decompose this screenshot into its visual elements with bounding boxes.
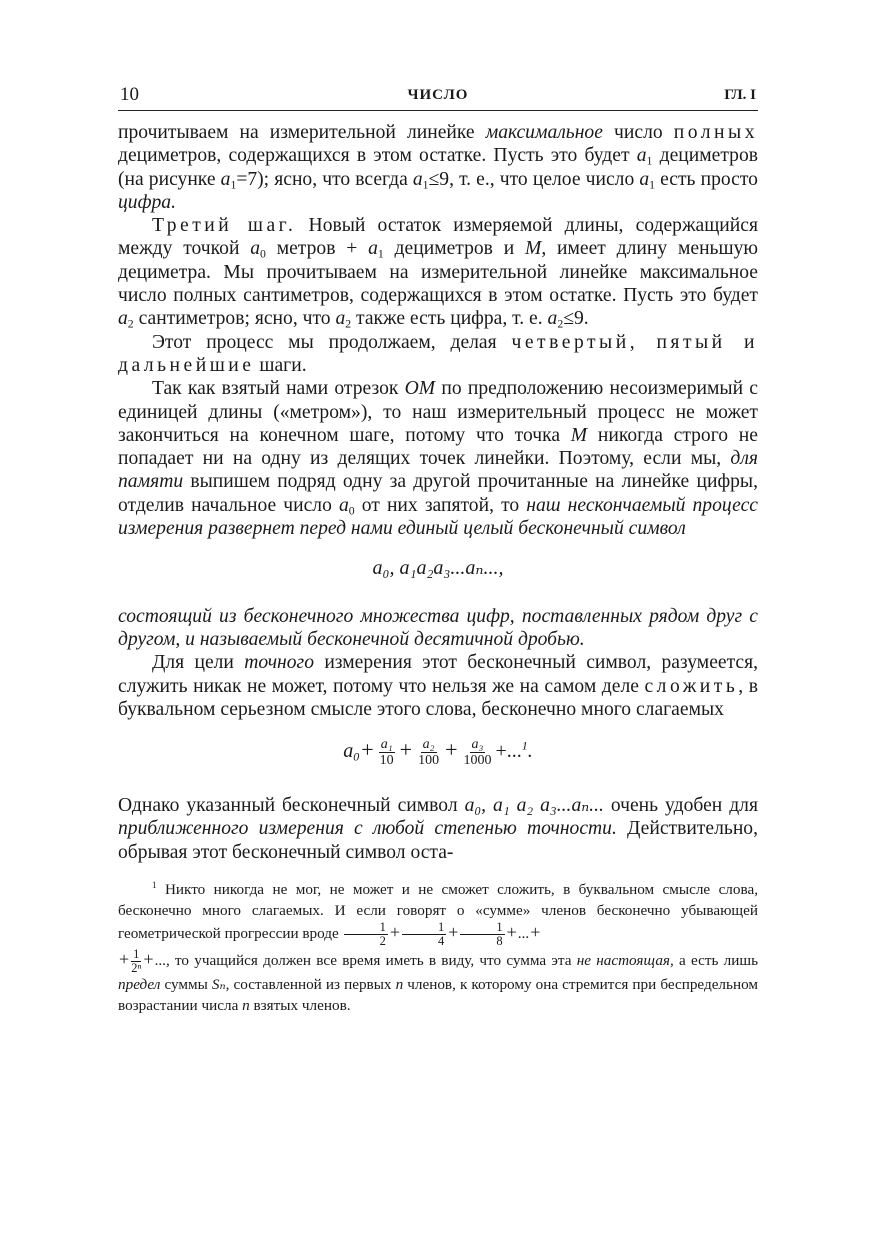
paragraph-2: Третий шаг. Новый остаток измеряемой длины, содержащийся между точкой $a_0$ метров + $a_1$ дециметров и M, имеет длину меньшую дециметра. Мы прочитываем на измерительной линейке максимальное число полных сантиметров, содержащихся в этом остатке. Пусть это будет $a_2$ сантиметров; ясно, что $a_2$ также есть цифра, т. е. $a_2\le 9$. [118, 215, 759, 331]
page-number: 10 [120, 84, 139, 105]
footnote-mark: 1 [521, 738, 528, 753]
footnote: $^1$ Никто никогда не мог, не может и не сможет сложить, в буквальном смысле слова, бесконечно много слагаемых. И если говорят о «сумме» членов бесконечно убывающей геометрической прогрессии вроде $\frac{1}{2}$ + $\frac{1}{4}$ + $\frac{1}{8}$ +...+ + $\frac{1}{\text{2ⁿ}}$ +..., то учащийся должен все время иметь в виду, что сумма эта не настоящая, а есть лишь предел суммы Sₙ, составленной из первых n членов, к которому она стремится при беспредельном возрастании числа n взятых членов. [118, 879, 759, 1014]
paragraph-5: состоящий из бесконечного множества цифр, поставленных рядом друг с другом, и называемый бесконечной десятичной дробью. [118, 605, 758, 650]
fraction-3: $\frac{\text{a₃}}{1000}$ [463, 737, 492, 769]
infinite-symbol-formula: a₀, a₁a₂a₃...aₙ..., [372, 557, 504, 580]
fraction-2: $\frac{\text{a₂}}{100}$ [418, 737, 440, 769]
paragraph-1: прочитываем на измерительной линейке максимальное число полных дециметров, содержащихся в этом остатке. Пусть это будет $a_1$ дециметров (на рисунке $a_1=7$); ясно, что всегда $a_1\le 9$, т. е., что целое число $a_1$ есть просто цифра. [118, 122, 758, 213]
paragraph-3: Этот процесс мы продолжаем, делая четвертый, пятый и дальнейшие шаги. [118, 331, 758, 376]
paragraph-7: Однако указанный бесконечный символ a₀, a₁ a₂ a₃...aₙ... очень удобен для приближенного измерения с любой степенью точности. Действительно, обрывая этот бесконечный символ оста- [118, 795, 758, 863]
running-title: ЧИСЛО [407, 87, 469, 103]
body-text [118, 121, 758, 864]
paragraph-6: Для цели точного измерения этот бесконечный символ, разумеется, служить никак не может, потому что нельзя же на самом деле сложить, в буквальном серьезном смысле этого слова, бесконечно много слагаемых [118, 652, 759, 720]
series-formula: $a_0+$ $\frac{\text{a₁}}{10}$ + $\frac{\text{a₂}}{100}$ + $\frac{\text{a₃}}{1000}$ +...$^1$. [343, 737, 533, 769]
paragraph-4: Так как взятый нами отрезок OM по предположению несоизмеримый с единицей длины («метром»), то наш измерительный процесс не может закончиться на конечном шаге, потому что точка M никогда строго не попадает ни на одну из делящих точек линейки. Поэтому, если мы, для памяти выпишем подряд одну за другой прочитанные на линейке цифры, отделив начальное число $a_0$ от них запятой, то наш нескончаемый процесс измерения развернет перед нами единый целый бесконечный символ [118, 378, 759, 540]
chapter-label: ГЛ. I [724, 87, 756, 103]
page-header [118, 82, 758, 111]
page [118, 82, 758, 1016]
fraction-1: $\frac{\text{a₁}}{10}$ [379, 737, 394, 769]
